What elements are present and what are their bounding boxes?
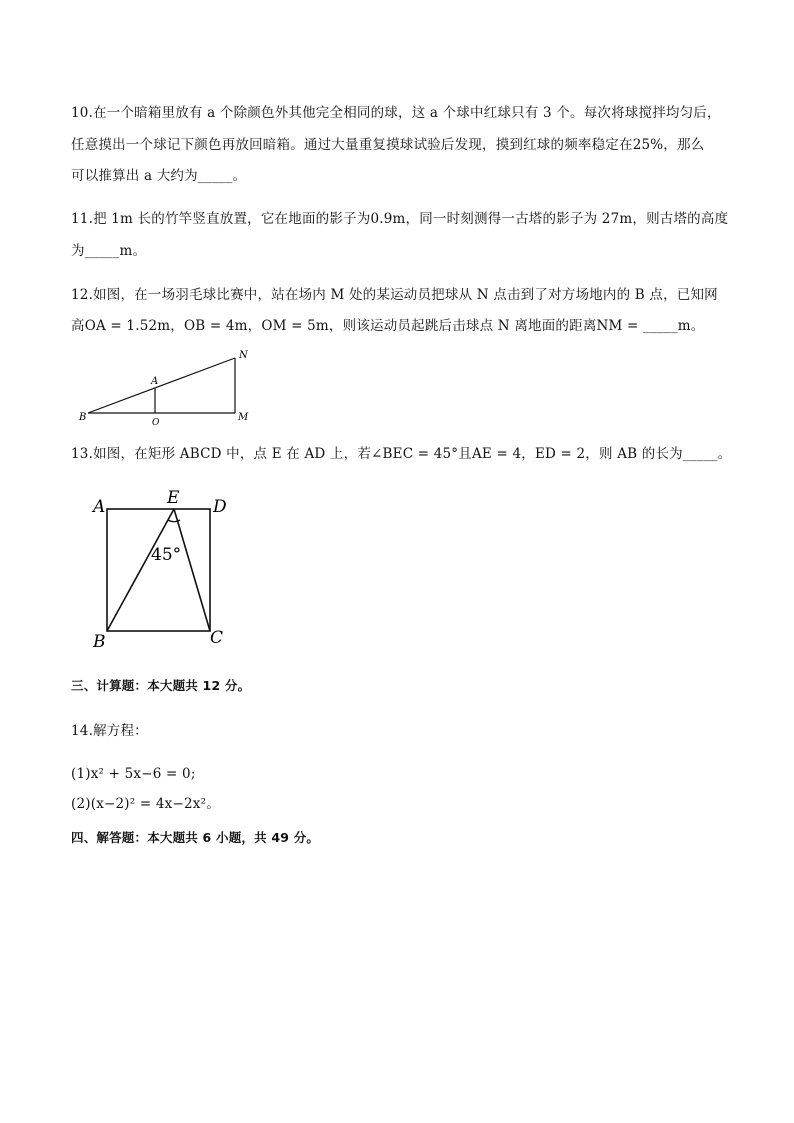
q11-line-2: 为_____m。 bbox=[71, 243, 147, 259]
label-c: C bbox=[210, 628, 224, 648]
label-b: B bbox=[93, 632, 106, 652]
q11-line-1: 11.把 1m 长的竹竿竖直放置，它在地面的影子为0.9m，同一时刻测得一古塔的影子为 27m，则古塔的高度 bbox=[71, 211, 729, 227]
q14-equation-2: (2)(x−2)² = 4x−2x²。 bbox=[71, 796, 220, 812]
label-m: M bbox=[238, 412, 249, 423]
q14-equation-1: (1)x² + 5x−6 = 0; bbox=[71, 766, 196, 782]
section-3-heading: 三、计算题：本大题共 12 分。 bbox=[71, 678, 251, 693]
segment-ce bbox=[174, 509, 210, 631]
q13-line-1: 13.如图，在矩形 ABCD 中，点 E 在 AD 上，若∠BEC = 45°且AE = 4，ED = 2，则 AB 的长为_____。 bbox=[71, 446, 732, 462]
label-a: A bbox=[93, 497, 106, 517]
rectangle-figure bbox=[85, 484, 245, 654]
trajectory-line bbox=[88, 358, 235, 413]
q10-line-3: 可以推算出 a 大约为_____。 bbox=[71, 168, 247, 184]
angle-label: 45° bbox=[151, 545, 182, 565]
q12-line-1: 12.如图，在一场羽毛球比赛中，站在场内 M 处的某运动员把球从 N 点击到了对方场地内的 B 点，已知网 bbox=[71, 287, 718, 303]
label-d: D bbox=[213, 497, 227, 517]
rectangle-abcd bbox=[107, 509, 210, 631]
angle-arc bbox=[168, 520, 180, 522]
q12-line-2: 高OA = 1.52m，OB = 4m，OM = 5m，则该运动员起跳后击球点 N 离地面的距离NM = _____m。 bbox=[71, 318, 705, 334]
label-a: A bbox=[151, 376, 159, 387]
label-e: E bbox=[167, 488, 180, 508]
q10-line-1: 10.在一个暗箱里放有 a 个除颜色外其他完全相同的球，这 a 个球中红球只有 3 个。每次将球搅拌均匀后， bbox=[71, 105, 721, 121]
label-b: B bbox=[79, 412, 87, 423]
badminton-figure bbox=[72, 346, 262, 426]
section-4-heading: 四、解答题：本大题共 6 小题，共 49 分。 bbox=[71, 830, 320, 845]
segment-be bbox=[107, 509, 174, 631]
q10-line-2: 任意摸出一个球记下颜色再放回暗箱。通过大量重复摸球试验后发现，摸到红球的频率稳定在25%，那么 bbox=[71, 137, 705, 153]
label-n: N bbox=[239, 350, 248, 361]
label-o: O bbox=[152, 418, 160, 426]
q14-title: 14.解方程： bbox=[71, 723, 148, 739]
